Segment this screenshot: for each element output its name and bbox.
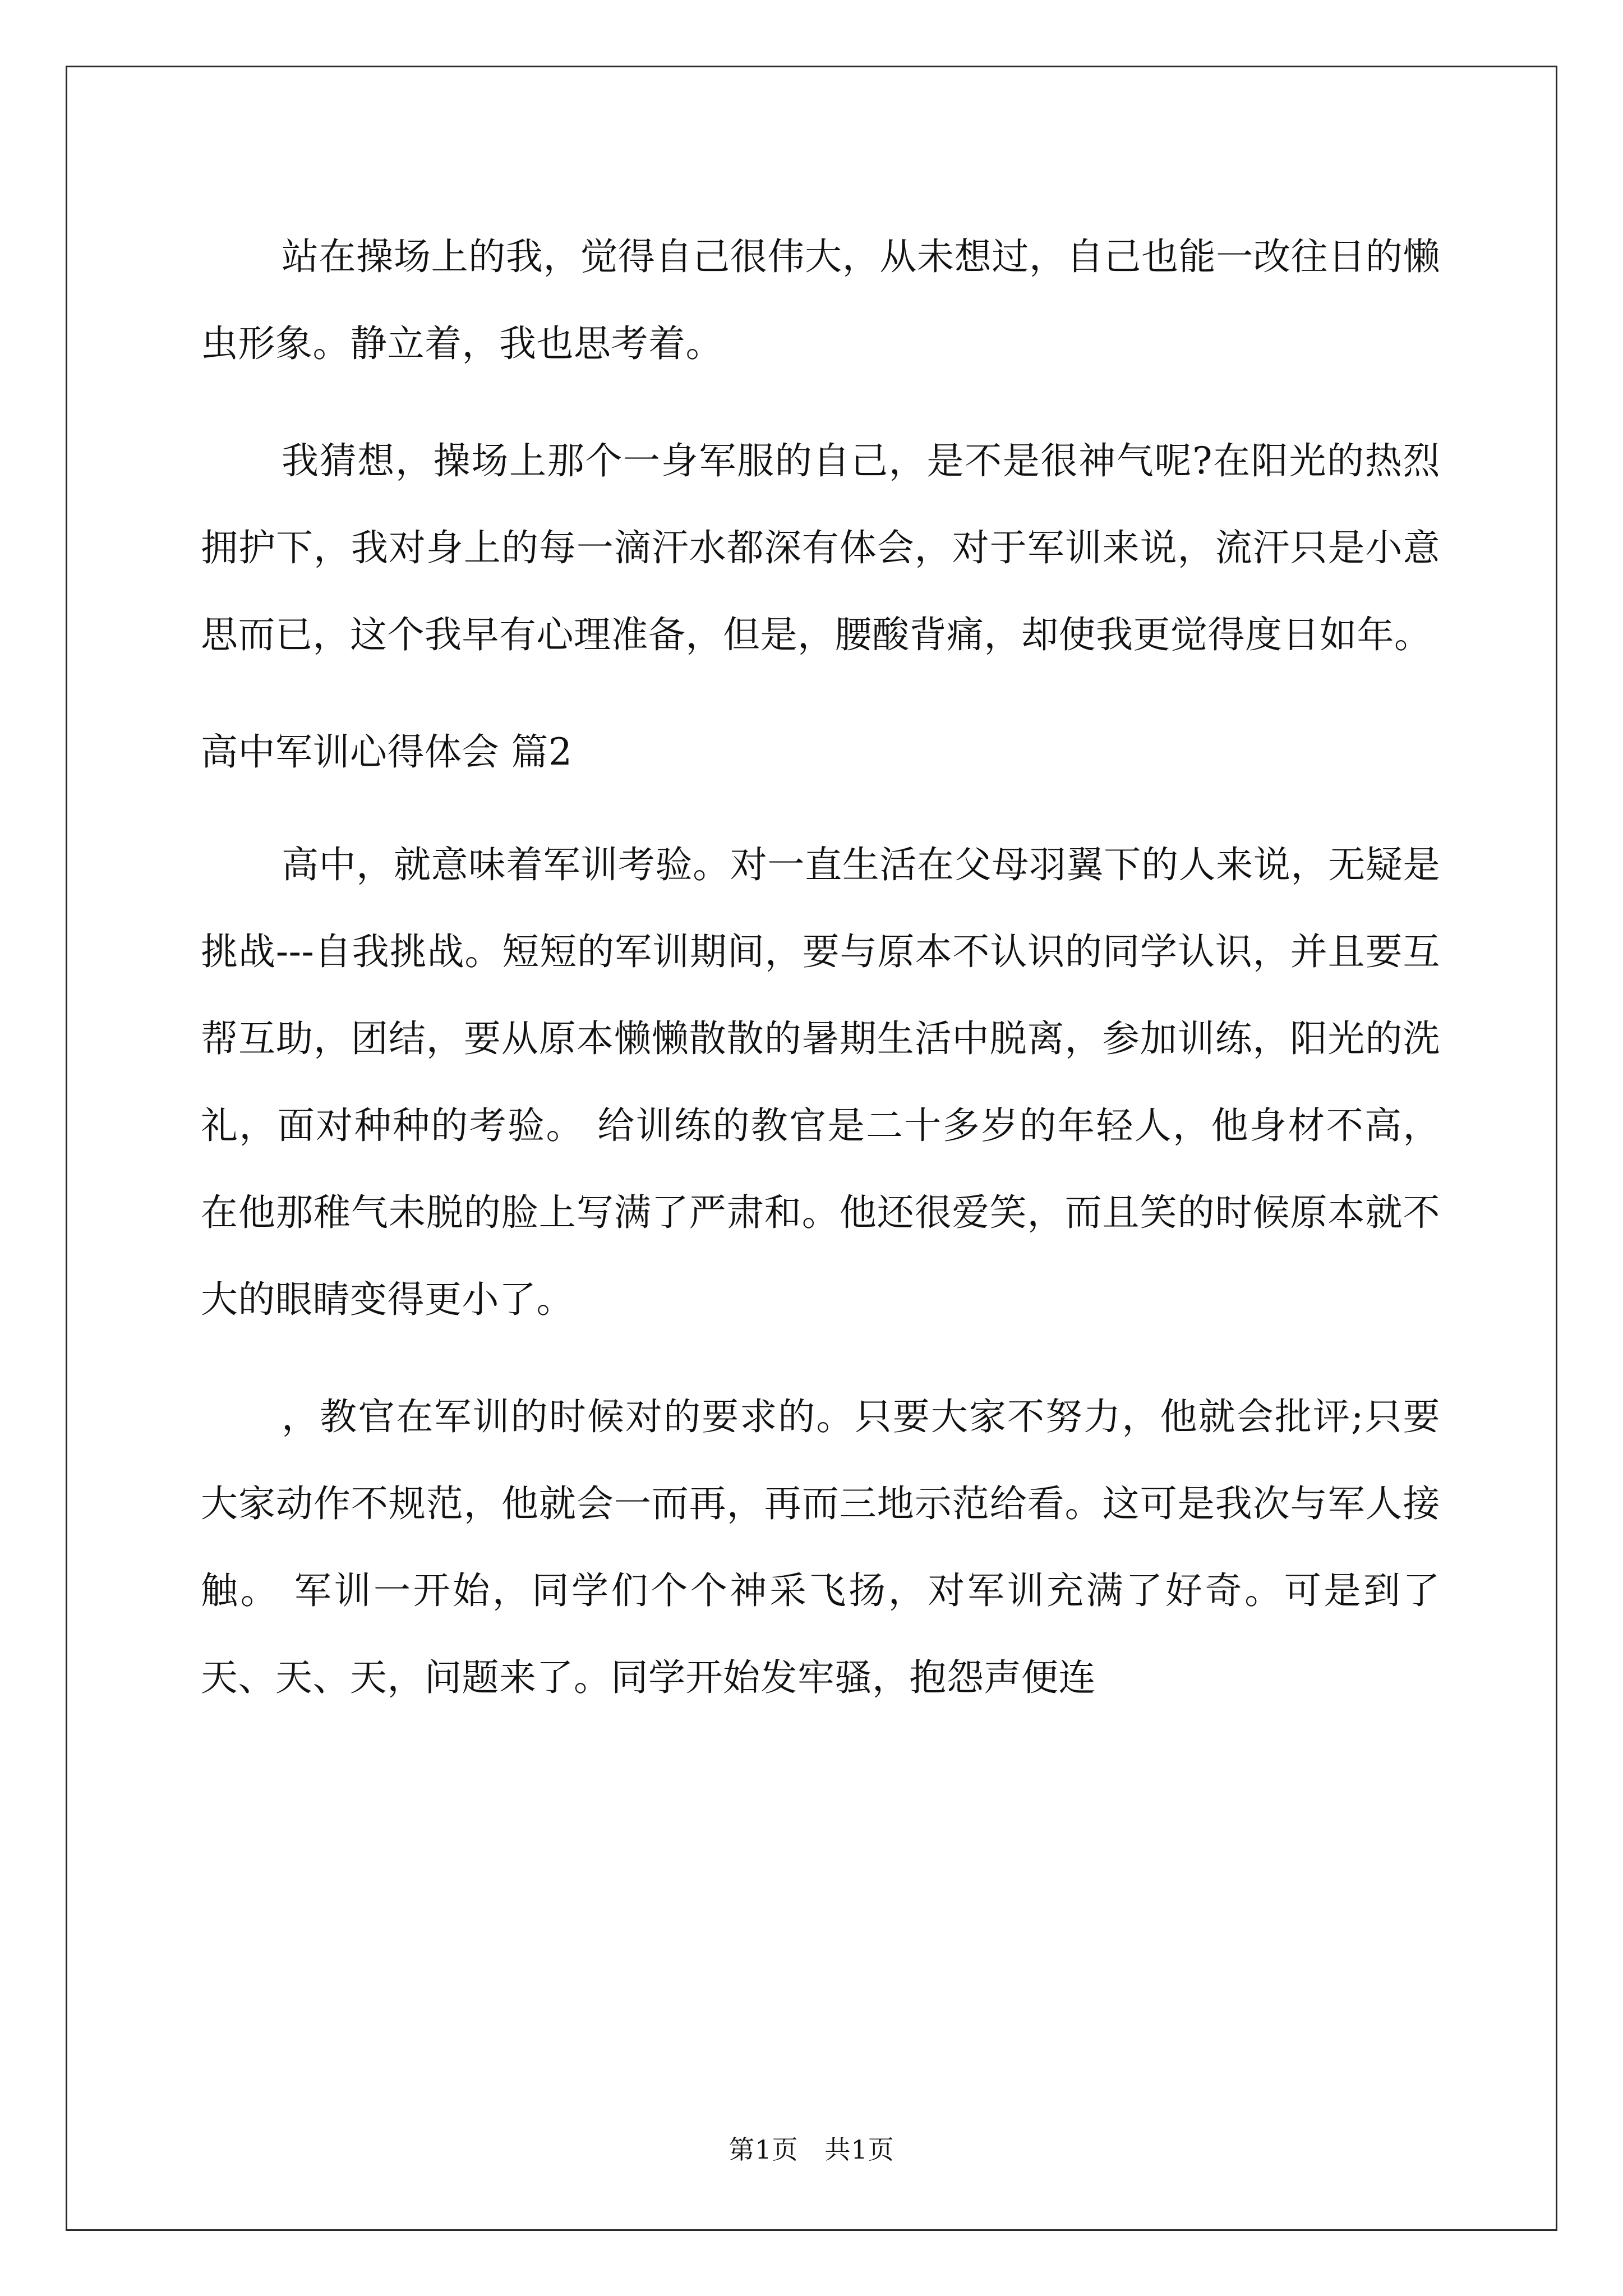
page-footer <box>0 2129 1623 2166</box>
paragraph-3: 高中，就意味着军训考验。对一直生活在父母羽翼下的人来说，无疑是挑战---自我挑战。短短的军训期间，要与原本不认识的同学认识，并且要互帮互助，团结，要从原本懒懒散散的暑期生活中脱离，参加训练，阳光的洗礼，面对种种的考验。 给训练的教官是二十多岁的年轻人，他身材不高，在他那稚气未脱的脸上写满了严肃和。他还很爱笑，而且笑的时候原本就不大的眼睛变得更小了。 <box>201 843 1440 1321</box>
page-number: 第1页 共1页 <box>728 2134 895 2165</box>
section-heading: 高中军训心得体会 篇2 <box>201 730 573 774</box>
document-body <box>201 213 1440 1751</box>
paragraph-4: ，教官在军训的时候对的要求的。只要大家不努力，他就会批评;只要大家动作不规范，他就会一而再，再而三地示范给看。这可是我次与军人接触。 军训一开始，同学们个个神采飞扬，对军训充满了好奇。可是到了天、天、天，问题来了。同学开始发牢骚，抱怨声便连 <box>201 1395 1440 1699</box>
paragraph-2: 我猜想，操场上那个一身军服的自己，是不是很神气呢?在阳光的热烈拥护下，我对身上的每一滴汗水都深有体会，对于军训来说，流汗只是小意思而已，这个我早有心理准备，但是，腰酸背痛，却使我更觉得度日如年。 <box>201 439 1440 656</box>
paragraph-1: 站在操场上的我，觉得自己很伟大，从未想过，自己也能一改往日的懒虫形象。静立着，我也思考着。 <box>201 235 1440 365</box>
